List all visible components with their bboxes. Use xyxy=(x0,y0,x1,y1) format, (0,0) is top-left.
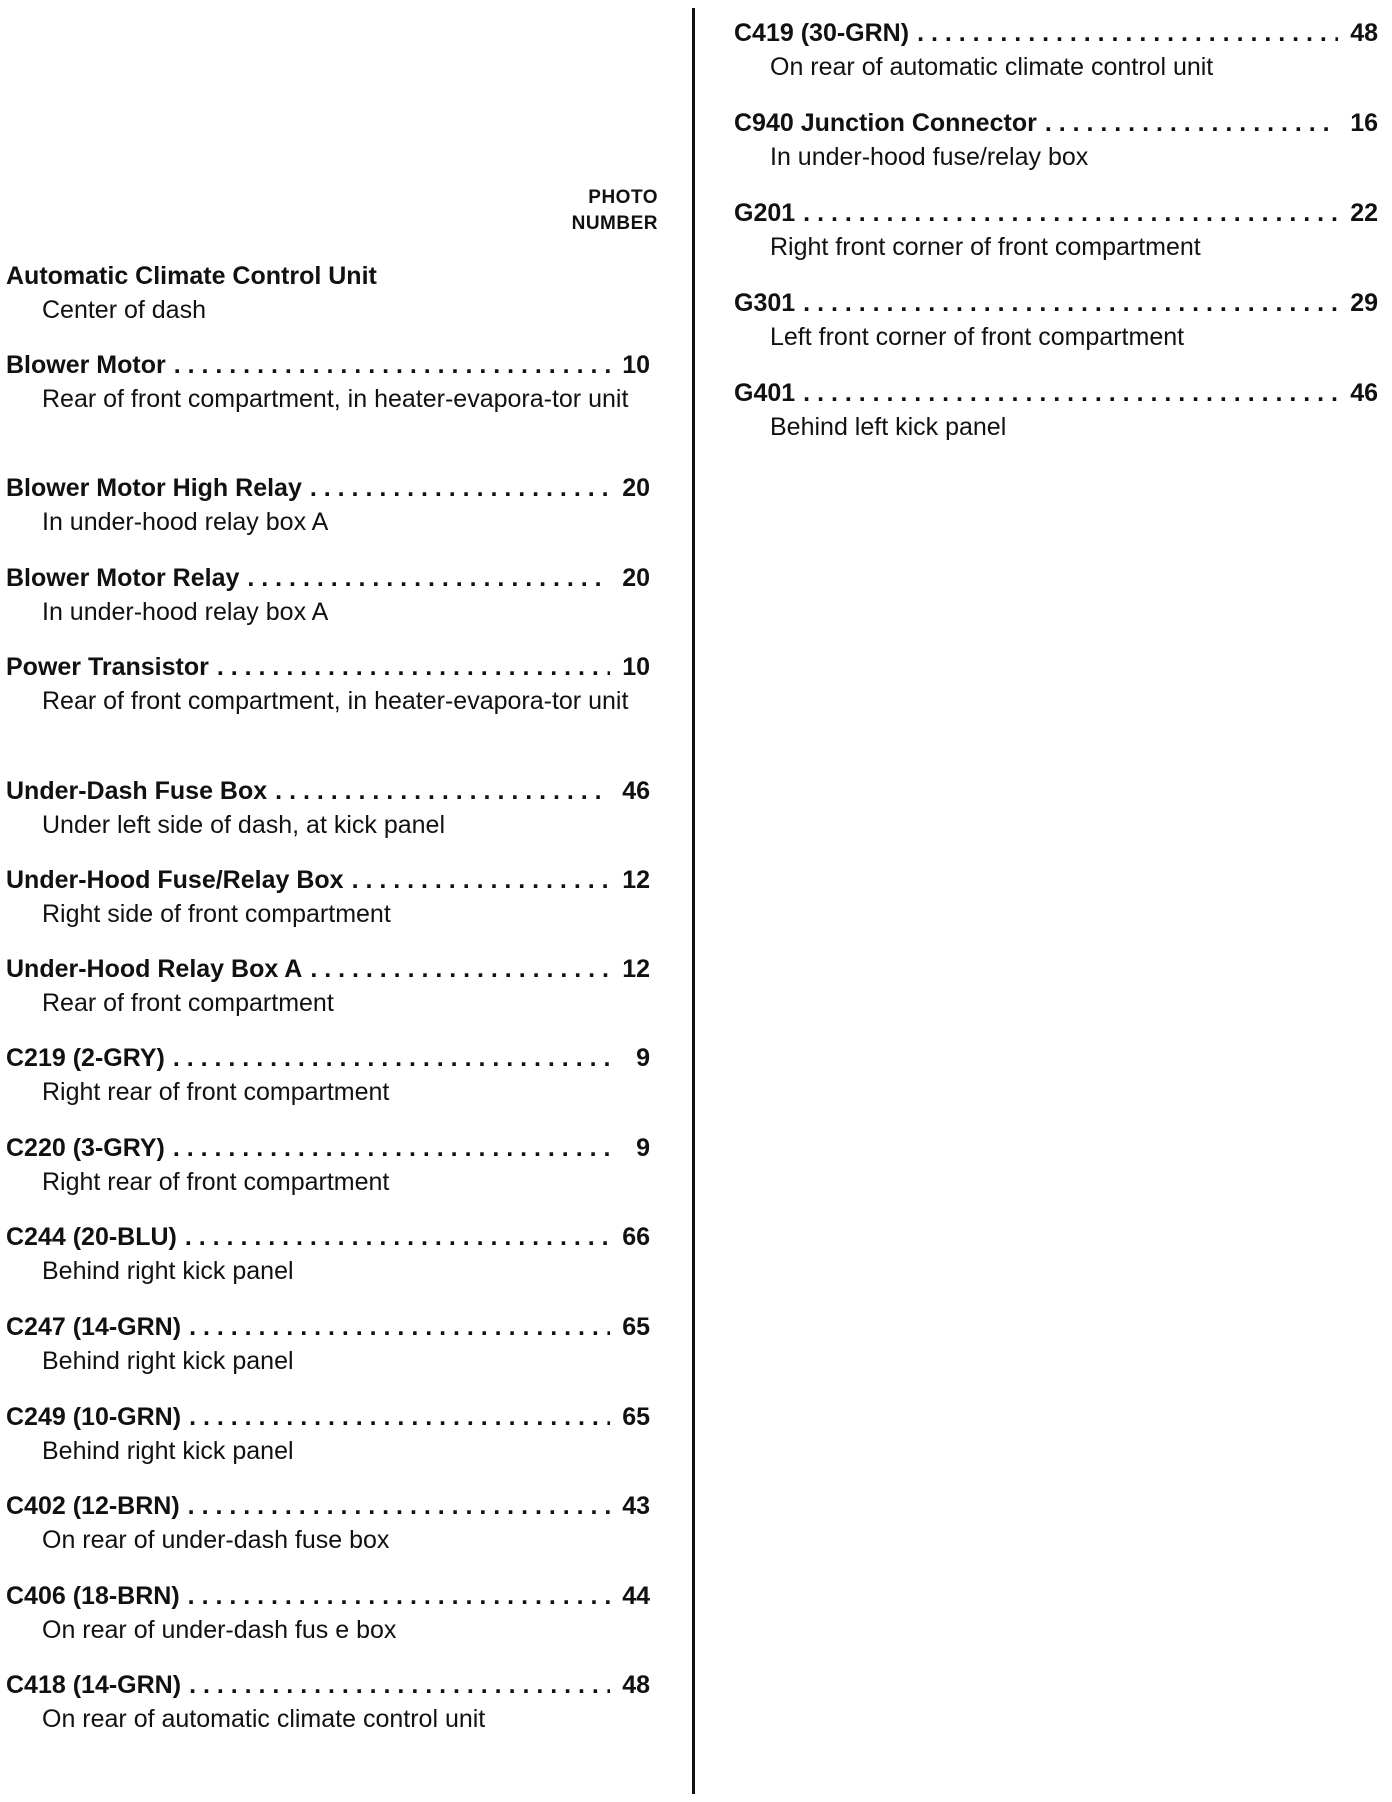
list-item xyxy=(734,286,1378,354)
component-location: Rear of front compartment, in heater-evapora-tor unit xyxy=(42,687,629,715)
component-name: C247 (14-GRN) xyxy=(6,1313,182,1341)
list-item xyxy=(6,1668,650,1736)
photo-number: 10 xyxy=(622,351,650,379)
dot-leader xyxy=(803,286,1338,320)
list-item xyxy=(6,1310,650,1378)
component-location: Right front corner of front compartment xyxy=(770,233,1201,261)
photo-number: 16 xyxy=(1350,109,1378,137)
photo-number: 9 xyxy=(636,1134,650,1162)
list-item xyxy=(6,259,650,327)
photo-number: 9 xyxy=(636,1044,650,1072)
photo-number: 20 xyxy=(622,474,650,502)
component-name: C402 (12-BRN) xyxy=(6,1492,180,1520)
dot-leader xyxy=(173,1041,610,1075)
dot-leader xyxy=(189,1668,610,1702)
component-location: Right rear of front compartment xyxy=(42,1078,390,1106)
photo-number: 46 xyxy=(622,777,650,805)
component-location: Rear of front compartment, in heater-evapora-tor unit xyxy=(42,385,629,413)
component-location: Rear of front compartment xyxy=(42,989,334,1017)
component-location: In under-hood relay box A xyxy=(42,508,329,536)
dot-leader xyxy=(352,863,610,897)
component-name: G301 xyxy=(734,289,796,317)
component-location: On rear of automatic climate control unit xyxy=(770,53,1214,81)
photo-number: 65 xyxy=(622,1313,650,1341)
component-location: Behind right kick panel xyxy=(42,1347,294,1375)
number-label: NUMBER xyxy=(571,213,658,234)
photo-number: 46 xyxy=(1350,379,1378,407)
photo-number: 12 xyxy=(622,866,650,894)
component-name: C249 (10-GRN) xyxy=(6,1403,182,1431)
list-item xyxy=(6,1041,650,1109)
component-location: On rear of under-dash fus e box xyxy=(42,1616,397,1644)
dot-leader xyxy=(188,1579,610,1613)
photo-number: 48 xyxy=(1350,19,1378,47)
component-name: C406 (18-BRN) xyxy=(6,1582,180,1610)
component-name: C220 (3-GRY) xyxy=(6,1134,165,1162)
list-item xyxy=(734,196,1378,264)
list-item xyxy=(6,1400,650,1468)
component-location: Right side of front compartment xyxy=(42,900,391,928)
dot-leader xyxy=(310,471,610,505)
dot-leader xyxy=(275,774,610,808)
component-location: In under-hood relay box A xyxy=(42,598,329,626)
dot-leader xyxy=(803,376,1338,410)
component-name: G201 xyxy=(734,199,796,227)
dot-leader xyxy=(173,1131,610,1165)
component-location: Behind right kick panel xyxy=(42,1437,294,1465)
photo-number: 66 xyxy=(622,1223,650,1251)
column-divider xyxy=(692,8,695,1794)
dot-leader xyxy=(247,561,610,595)
component-location: On rear of under-dash fuse box xyxy=(42,1526,390,1554)
component-name: Blower Motor High Relay xyxy=(6,474,302,502)
photo-number: 20 xyxy=(622,564,650,592)
photo-number: 12 xyxy=(622,955,650,983)
list-item xyxy=(6,348,650,416)
component-name: Under-Hood Relay Box A xyxy=(6,955,303,983)
list-item xyxy=(6,1579,650,1647)
dot-leader xyxy=(185,1220,610,1254)
dot-leader xyxy=(917,16,1338,50)
component-name: Blower Motor Relay xyxy=(6,564,240,592)
list-item xyxy=(6,952,650,1020)
component-location: On rear of automatic climate control unit xyxy=(42,1705,486,1733)
component-location: Right rear of front compartment xyxy=(42,1168,390,1196)
component-location: Center of dash xyxy=(42,296,206,324)
component-name: Automatic Climate Control Unit xyxy=(6,262,377,290)
list-item xyxy=(6,561,650,629)
component-name: G401 xyxy=(734,379,796,407)
dot-leader xyxy=(174,348,610,382)
photo-number: 48 xyxy=(622,1671,650,1699)
dot-leader xyxy=(189,1310,610,1344)
list-item xyxy=(6,1131,650,1199)
component-location: Left front corner of front compartment xyxy=(770,323,1185,351)
component-location: Behind left kick panel xyxy=(770,413,1007,441)
dot-leader xyxy=(803,196,1338,230)
photo-number: 43 xyxy=(622,1492,650,1520)
list-item xyxy=(734,376,1378,444)
list-item xyxy=(6,774,650,842)
photo-number: 29 xyxy=(1350,289,1378,317)
list-item xyxy=(6,650,650,718)
component-name: C244 (20-BLU) xyxy=(6,1223,177,1251)
dot-leader xyxy=(217,650,610,684)
component-name: Under-Hood Fuse/Relay Box xyxy=(6,866,344,894)
component-name: Under-Dash Fuse Box xyxy=(6,777,268,805)
component-name: C419 (30-GRN) xyxy=(734,19,910,47)
dot-leader xyxy=(1045,106,1338,140)
component-location: Behind right kick panel xyxy=(42,1257,294,1285)
dot-leader xyxy=(188,1489,610,1523)
component-name: Power Transistor xyxy=(6,653,209,681)
list-item xyxy=(6,471,650,539)
list-item xyxy=(6,1489,650,1557)
component-location: In under-hood fuse/relay box xyxy=(770,143,1089,171)
photo-number: 22 xyxy=(1350,199,1378,227)
component-name: C418 (14-GRN) xyxy=(6,1671,182,1699)
component-name: C219 (2-GRY) xyxy=(6,1044,165,1072)
component-name: C940 Junction Connector xyxy=(734,109,1037,137)
dot-leader xyxy=(310,952,610,986)
photo-number-header xyxy=(558,185,658,237)
list-item xyxy=(6,1220,650,1288)
list-item xyxy=(734,16,1378,84)
component-location: Under left side of dash, at kick panel xyxy=(42,811,446,839)
list-item xyxy=(6,863,650,931)
list-item xyxy=(734,106,1378,174)
photo-number: 10 xyxy=(622,653,650,681)
photo-number: 44 xyxy=(622,1582,650,1610)
photo-number: 65 xyxy=(622,1403,650,1431)
component-name: Blower Motor xyxy=(6,351,166,379)
photo-label: PHOTO xyxy=(588,187,658,208)
dot-leader xyxy=(189,1400,610,1434)
